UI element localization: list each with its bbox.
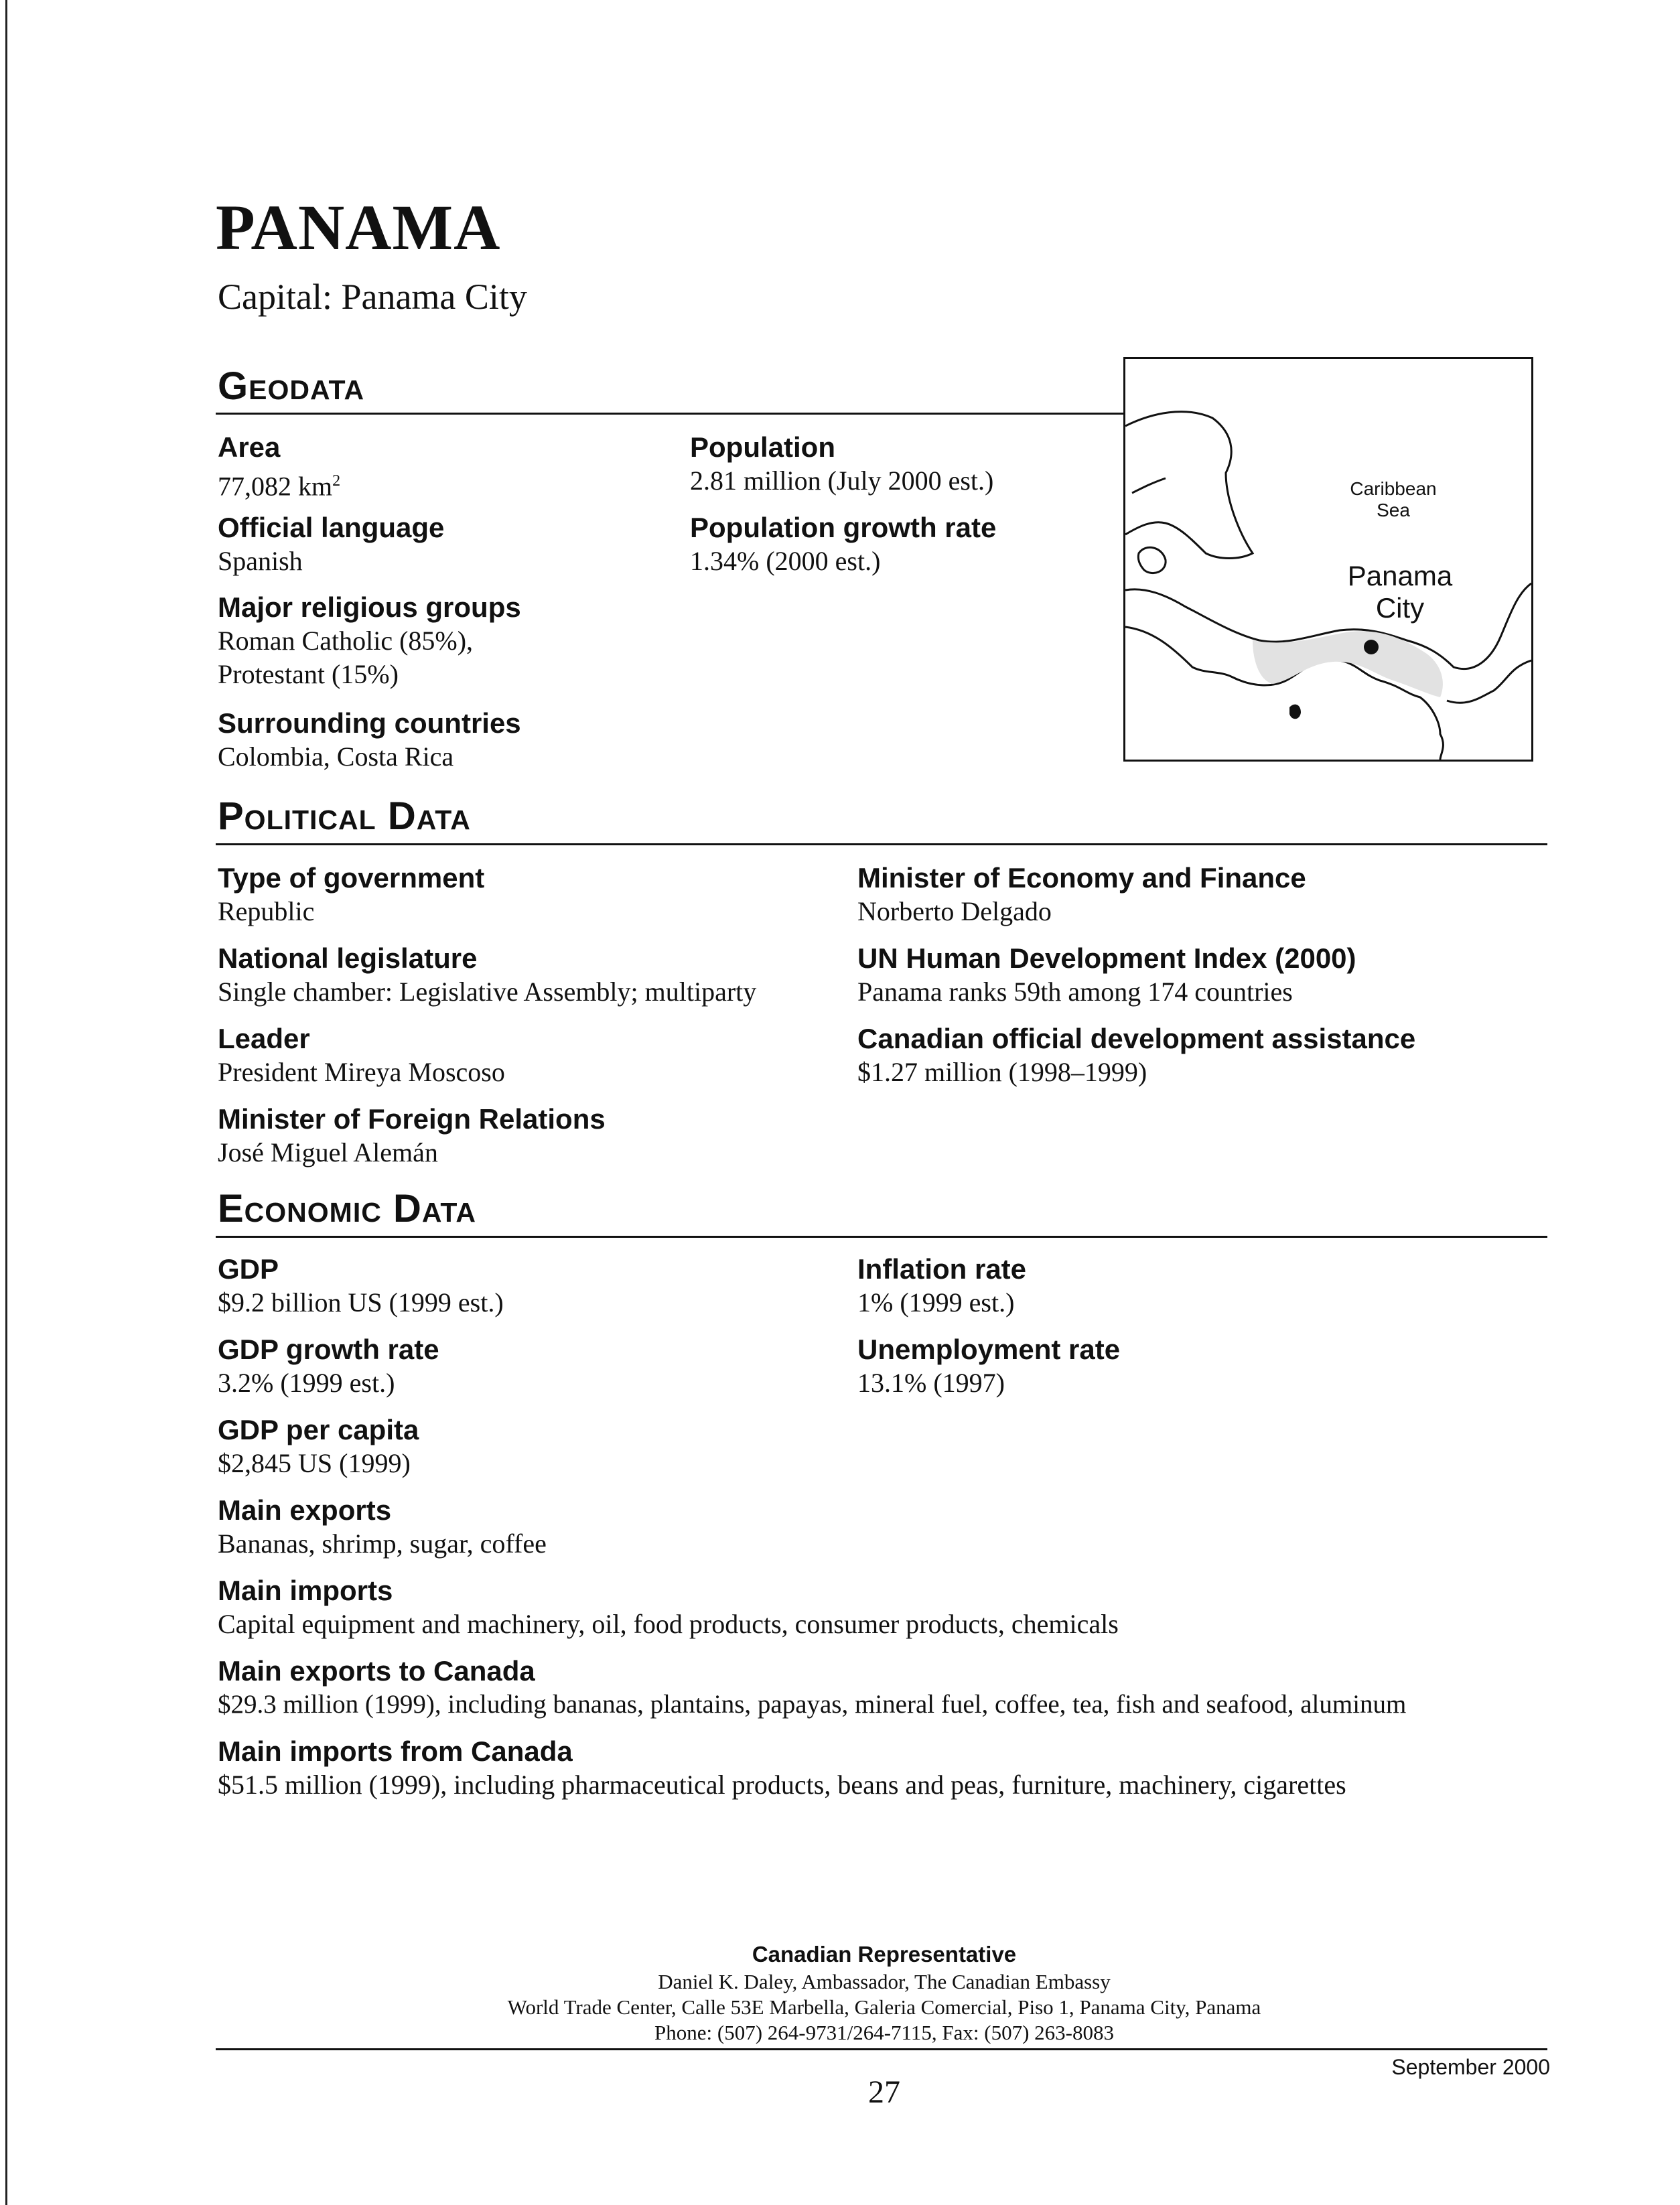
field-label: GDP growth rate [218,1334,439,1365]
field-main-imports [218,1574,1119,1641]
field-foreign-minister [218,1102,606,1169]
field-exports-to-canada [218,1654,1406,1721]
field-value: 13.1% (1997) [857,1368,1005,1398]
field-value: Republic [218,896,315,926]
field-label: UN Human Development Index (2000) [857,942,1356,974]
field-label: Population growth rate [690,512,997,543]
field-label: Main exports [218,1494,392,1526]
field-label: Major religious groups [218,591,521,623]
field-label: Type of government [218,862,485,894]
country-title: PANAMA [216,192,501,263]
field-value: Norberto Delgado [857,896,1052,926]
footer-address: World Trade Center, Calle 53E Marbella, Galeria Comercial, Piso 1, Panama City, Panama [507,1995,1261,2019]
scan-edge-line [5,0,7,2205]
field-label: GDP per capita [218,1414,419,1445]
political-rule [216,843,1547,845]
field-economy-minister [857,861,1306,928]
field-religious-groups [218,591,521,691]
field-value: Colombia, Costa Rica [218,741,454,772]
field-label: Main exports to Canada [218,1655,535,1687]
field-surrounding-countries [218,707,521,774]
field-population-growth [690,511,996,578]
field-official-language [218,511,444,578]
field-unemployment [857,1333,1120,1400]
field-value: Panama ranks 59th among 174 countries [857,977,1293,1007]
field-value: Roman Catholic (85%), [218,626,474,656]
field-label: Population [690,431,835,463]
field-value: 1.34% (2000 est.) [690,546,881,576]
map-outline [1125,359,1531,760]
field-gdp-per-capita [218,1413,419,1480]
field-value-line2: Protestant (15%) [218,659,399,689]
field-leader [218,1022,505,1089]
field-gdp [218,1253,504,1320]
field-value: $51.5 million (1999), including pharmaceutical products, beans and peas, furniture, machinery, cigarettes [218,1770,1346,1800]
field-value: Spanish [218,546,303,576]
field-value: 2.81 million (July 2000 est.) [690,466,994,496]
section-title-economic: Economic Data [218,1187,477,1230]
page-number: 27 [868,2074,900,2110]
field-label: Area [218,431,281,463]
field-canadian-oda [857,1022,1415,1089]
field-imports-from-canada [218,1735,1346,1802]
footer-title: Canadian Representative [752,1942,1017,1967]
field-value: $2,845 US (1999) [218,1448,411,1478]
field-label: National legislature [218,942,478,974]
field-value: $9.2 billion US (1999 est.) [218,1287,504,1318]
section-title-political: Political Data [218,794,471,838]
field-label: Main imports from Canada [218,1735,573,1767]
field-value: 1% (1999 est.) [857,1287,1015,1318]
publication-date: September 2000 [1391,2055,1550,2079]
field-value: $29.3 million (1999), including bananas, plantains, papayas, mineral fuel, coffee, tea, fish and seafood, aluminum [218,1690,1407,1719]
field-population [690,431,993,498]
field-value: 3.2% (1999 est.) [218,1368,395,1398]
field-main-exports [218,1494,547,1561]
field-area [218,431,340,503]
field-label: Unemployment rate [857,1334,1121,1365]
field-hdi [857,942,1356,1009]
field-label: GDP [218,1253,279,1285]
field-label: Inflation rate [857,1253,1027,1285]
field-value: Bananas, shrimp, sugar, coffee [218,1528,547,1559]
field-label: Surrounding countries [218,707,521,739]
field-value: 77,082 $km^2$ [218,471,341,502]
economic-rule [216,1236,1547,1238]
field-label: Minister of Foreign Relations [218,1103,606,1135]
geodata-rule [216,413,1125,415]
field-label: Canadian official development assistance [857,1023,1416,1054]
field-label: Official language [218,512,445,543]
field-value: Single chamber: Legislative Assembly; multiparty [218,977,757,1007]
field-label: Main imports [218,1575,393,1606]
field-gdp-growth [218,1333,439,1400]
field-value: $1.27 million (1998–1999) [857,1057,1147,1087]
field-label: Leader [218,1023,310,1054]
footer-ambassador: Daniel K. Daley, Ambassador, The Canadian Embassy [658,1970,1111,1993]
field-value: José Miguel Alemán [218,1137,438,1167]
map-label-sea: Caribbean Sea [1350,478,1437,521]
footer-rule [216,2048,1547,2050]
map-label-city: Panama City [1347,560,1453,624]
field-value: Capital equipment and machinery, oil, food products, consumer products, chemicals [218,1609,1119,1639]
field-government-type [218,861,484,928]
location-map [1123,357,1533,762]
field-national-legislature [218,942,756,1009]
field-inflation [857,1253,1026,1320]
field-label: Minister of Economy and Finance [857,862,1306,894]
capital-line: Capital: Panama City [218,277,527,317]
footer-contact: Phone: (507) 264-9731/264-7115, Fax: (507) 263-8083 [654,2021,1114,2044]
field-value: President Mireya Moscoso [218,1057,505,1087]
section-title-geodata: Geodata [218,364,365,408]
